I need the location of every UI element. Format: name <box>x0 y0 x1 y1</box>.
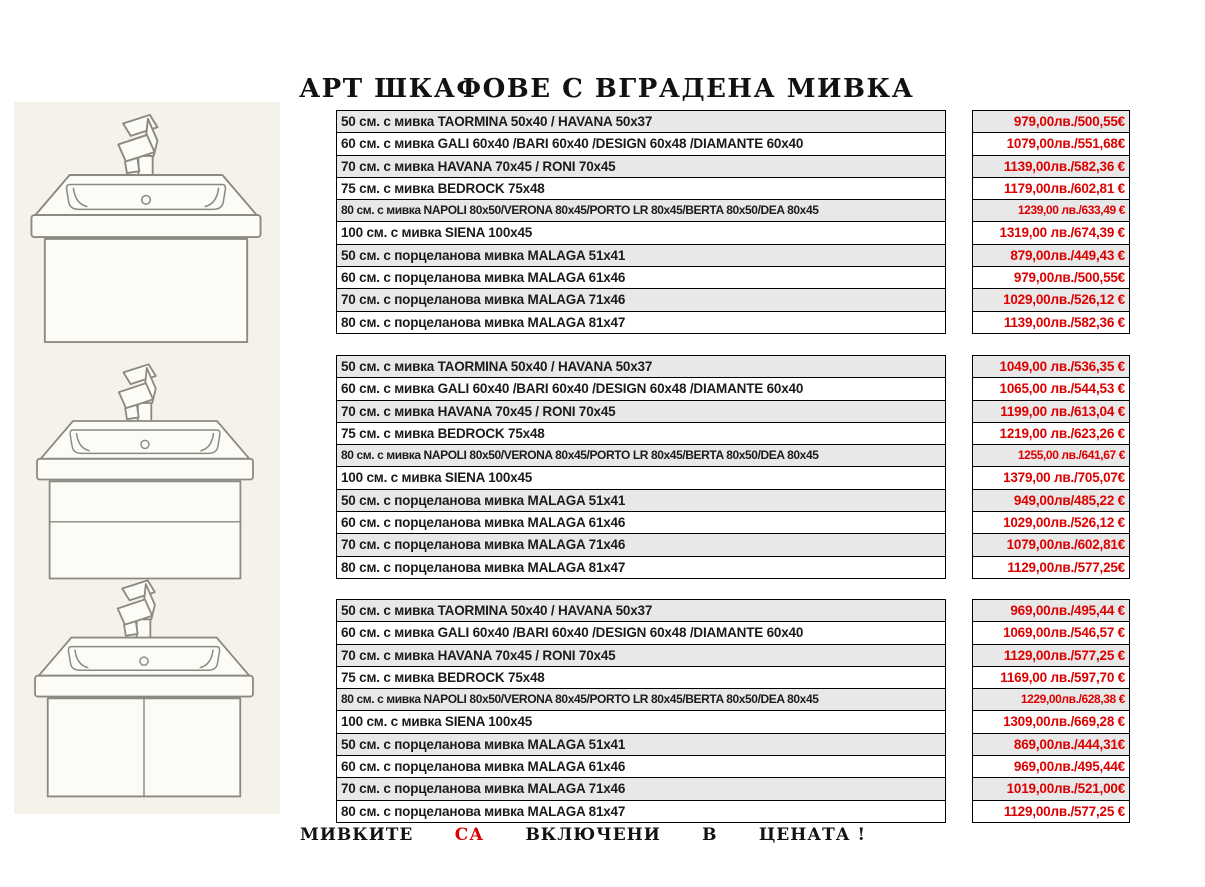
table-row <box>336 800 1130 823</box>
product-price: 979,00лв./500,55€ <box>972 266 1130 289</box>
table-row <box>336 400 1130 423</box>
product-description: 60 см. с мивка GALI 60x40 /BARI 60x40 /DESIGN 60x48 /DIAMANTE 60x40 <box>336 377 946 400</box>
column-gutter <box>946 244 972 267</box>
product-description: 70 см. с порцеланова мивка MALAGA 71x46 <box>336 533 946 556</box>
product-price: 1255,00 лв./641,67 € <box>972 444 1130 467</box>
product-price: 969,00лв./495,44 € <box>972 599 1130 622</box>
table-row <box>336 110 1130 133</box>
product-description: 50 см. с порцеланова мивка MALAGA 51x41 <box>336 244 946 267</box>
column-gutter <box>946 710 972 733</box>
table-row <box>336 511 1130 534</box>
vanity-sink-drawing-icon <box>24 574 264 801</box>
footer-note <box>300 825 866 845</box>
product-description: 75 см. с мивка BEDROCK 75x48 <box>336 177 946 200</box>
table-row <box>336 221 1130 244</box>
product-description: 75 см. с мивка BEDROCK 75x48 <box>336 666 946 689</box>
column-gutter <box>946 444 972 467</box>
column-gutter <box>946 733 972 756</box>
table-row <box>336 688 1130 711</box>
column-gutter <box>946 489 972 512</box>
table-row <box>336 199 1130 222</box>
column-gutter <box>946 288 972 311</box>
product-price: 1199,00 лв./613,04 € <box>972 400 1130 423</box>
footer-word: ВКЛЮЧЕНИ <box>525 825 661 845</box>
product-description: 50 см. с порцеланова мивка MALAGA 51x41 <box>336 489 946 512</box>
column-gutter <box>946 466 972 489</box>
product-price: 1079,00лв./551,68€ <box>972 132 1130 155</box>
table-row <box>336 621 1130 644</box>
product-price: 1179,00лв./602,81 € <box>972 177 1130 200</box>
product-description: 60 см. с порцеланова мивка MALAGA 61x46 <box>336 511 946 534</box>
product-price: 1029,00лв./526,12 € <box>972 288 1130 311</box>
product-description: 100 см. с мивка SIENA 100x45 <box>336 710 946 733</box>
product-price: 1139,00лв./582,36 € <box>972 155 1130 178</box>
page-title: АРТ ШКАФОВЕ С ВГРАДЕНА МИВКА <box>299 74 915 104</box>
column-gutter <box>946 266 972 289</box>
table-row <box>336 444 1130 467</box>
column-gutter <box>946 177 972 200</box>
footer-word: В <box>702 825 718 845</box>
product-description: 50 см. с мивка TAORMINA 50x40 / HAVANA 50x37 <box>336 355 946 378</box>
product-description: 60 см. с мивка GALI 60x40 /BARI 60x40 /DESIGN 60x48 /DIAMANTE 60x40 <box>336 621 946 644</box>
product-price: 1019,00лв./521,00€ <box>972 777 1130 800</box>
table-row <box>336 489 1130 512</box>
column-gutter <box>946 221 972 244</box>
product-price: 1049,00 лв./536,35 € <box>972 355 1130 378</box>
product-description: 100 см. с мивка SIENA 100x45 <box>336 221 946 244</box>
product-description: 70 см. с порцеланова мивка MALAGA 71x46 <box>336 288 946 311</box>
vanity-cabinet-two-doors-illustration <box>24 574 264 801</box>
product-price: 1129,00лв./577,25€ <box>972 556 1130 579</box>
table-row <box>336 599 1130 622</box>
column-gutter <box>946 511 972 534</box>
product-description: 80 см. с мивка NAPOLI 80x50/VERONA 80x45/PORTO LR 80x45/BERTA 80x50/DEA 80x45 <box>336 199 946 222</box>
product-price: 869,00лв./444,31€ <box>972 733 1130 756</box>
table-row <box>336 556 1130 579</box>
product-price: 1169,00 лв./597,70 € <box>972 666 1130 689</box>
vanity-cabinet-two-drawers-illustration <box>26 358 264 583</box>
product-price: 1319,00 лв./674,39 € <box>972 221 1130 244</box>
column-gutter <box>946 400 972 423</box>
table-row <box>336 266 1130 289</box>
column-gutter <box>946 666 972 689</box>
product-price: 969,00лв./495,44€ <box>972 755 1130 778</box>
table-row <box>336 733 1130 756</box>
column-gutter <box>946 533 972 556</box>
column-gutter <box>946 377 972 400</box>
product-price: 1029,00лв./526,12 € <box>972 511 1130 534</box>
product-description: 60 см. с порцеланова мивка MALAGA 61x46 <box>336 266 946 289</box>
cabinet-illustrations-panel <box>14 102 280 814</box>
product-description: 80 см. с мивка NAPOLI 80x50/VERONA 80x45/PORTO LR 80x45/BERTA 80x50/DEA 80x45 <box>336 688 946 711</box>
table-row <box>336 377 1130 400</box>
column-gutter <box>946 110 972 133</box>
product-description: 70 см. с порцеланова мивка MALAGA 71x46 <box>336 777 946 800</box>
table-row <box>336 533 1130 556</box>
product-description: 80 см. с мивка NAPOLI 80x50/VERONA 80x45/PORTO LR 80x45/BERTA 80x50/DEA 80x45 <box>336 444 946 467</box>
product-price: 1239,00 лв./633,49 € <box>972 199 1130 222</box>
table-row <box>336 777 1130 800</box>
product-description: 50 см. с порцеланова мивка MALAGA 51x41 <box>336 733 946 756</box>
product-description: 75 см. с мивка BEDROCK 75x48 <box>336 422 946 445</box>
table-row <box>336 644 1130 667</box>
column-gutter <box>946 311 972 334</box>
product-description: 100 см. с мивка SIENA 100x45 <box>336 466 946 489</box>
product-price: 1219,00 лв./623,26 € <box>972 422 1130 445</box>
product-price: 1129,00лв./577,25 € <box>972 800 1130 823</box>
table-row <box>336 244 1130 267</box>
column-gutter <box>946 155 972 178</box>
product-price: 1139,00лв./582,36 € <box>972 311 1130 334</box>
product-price: 1309,00лв./669,28 € <box>972 710 1130 733</box>
product-price: 1079,00лв./602,81€ <box>972 533 1130 556</box>
product-description: 80 см. с порцеланова мивка MALAGA 81x47 <box>336 311 946 334</box>
vanity-sink-drawing-icon <box>20 108 272 347</box>
product-price: 1069,00лв./546,57 € <box>972 621 1130 644</box>
table-row <box>336 422 1130 445</box>
column-gutter <box>946 644 972 667</box>
table-row <box>336 155 1130 178</box>
footer-word: ЦЕНАТА ! <box>758 825 866 845</box>
column-gutter <box>946 599 972 622</box>
column-gutter <box>946 132 972 155</box>
product-price: 1379,00 лв./705,07€ <box>972 466 1130 489</box>
price-table-3 <box>336 599 1130 823</box>
table-row <box>336 710 1130 733</box>
table-row <box>336 755 1130 778</box>
vanity-sink-drawing-icon <box>26 358 264 583</box>
product-price: 1065,00 лв./544,53 € <box>972 377 1130 400</box>
footer-word-highlight: СА <box>454 825 485 845</box>
product-description: 70 см. с мивка HAVANA 70x45 / RONI 70x45 <box>336 155 946 178</box>
vanity-cabinet-single-front-illustration <box>20 108 272 347</box>
product-description: 80 см. с порцеланова мивка MALAGA 81x47 <box>336 556 946 579</box>
column-gutter <box>946 800 972 823</box>
column-gutter <box>946 621 972 644</box>
column-gutter <box>946 777 972 800</box>
table-row <box>336 177 1130 200</box>
table-row <box>336 132 1130 155</box>
table-row <box>336 355 1130 378</box>
price-table-1 <box>336 110 1130 334</box>
footer-word: МИВКИТЕ <box>300 825 414 845</box>
product-description: 50 см. с мивка TAORMINA 50x40 / HAVANA 50x37 <box>336 599 946 622</box>
table-row <box>336 666 1130 689</box>
product-description: 70 см. с мивка HAVANA 70x45 / RONI 70x45 <box>336 400 946 423</box>
product-price: 1129,00лв./577,25 € <box>972 644 1130 667</box>
column-gutter <box>946 755 972 778</box>
column-gutter <box>946 556 972 579</box>
product-description: 70 см. с мивка HAVANA 70x45 / RONI 70x45 <box>336 644 946 667</box>
column-gutter <box>946 688 972 711</box>
column-gutter <box>946 422 972 445</box>
product-description: 60 см. с порцеланова мивка MALAGA 61x46 <box>336 755 946 778</box>
table-row <box>336 288 1130 311</box>
product-price: 879,00лв./449,43 € <box>972 244 1130 267</box>
product-description: 80 см. с порцеланова мивка MALAGA 81x47 <box>336 800 946 823</box>
column-gutter <box>946 199 972 222</box>
product-price: 979,00лв./500,55€ <box>972 110 1130 133</box>
table-row <box>336 311 1130 334</box>
column-gutter <box>946 355 972 378</box>
price-table-2 <box>336 355 1130 579</box>
product-description: 60 см. с мивка GALI 60x40 /BARI 60x40 /DESIGN 60x48 /DIAMANTE 60x40 <box>336 132 946 155</box>
product-price: 949,00лв/485,22 € <box>972 489 1130 512</box>
product-price: 1229,00лв./628,38 € <box>972 688 1130 711</box>
table-row <box>336 466 1130 489</box>
product-description: 50 см. с мивка TAORMINA 50x40 / HAVANA 50x37 <box>336 110 946 133</box>
